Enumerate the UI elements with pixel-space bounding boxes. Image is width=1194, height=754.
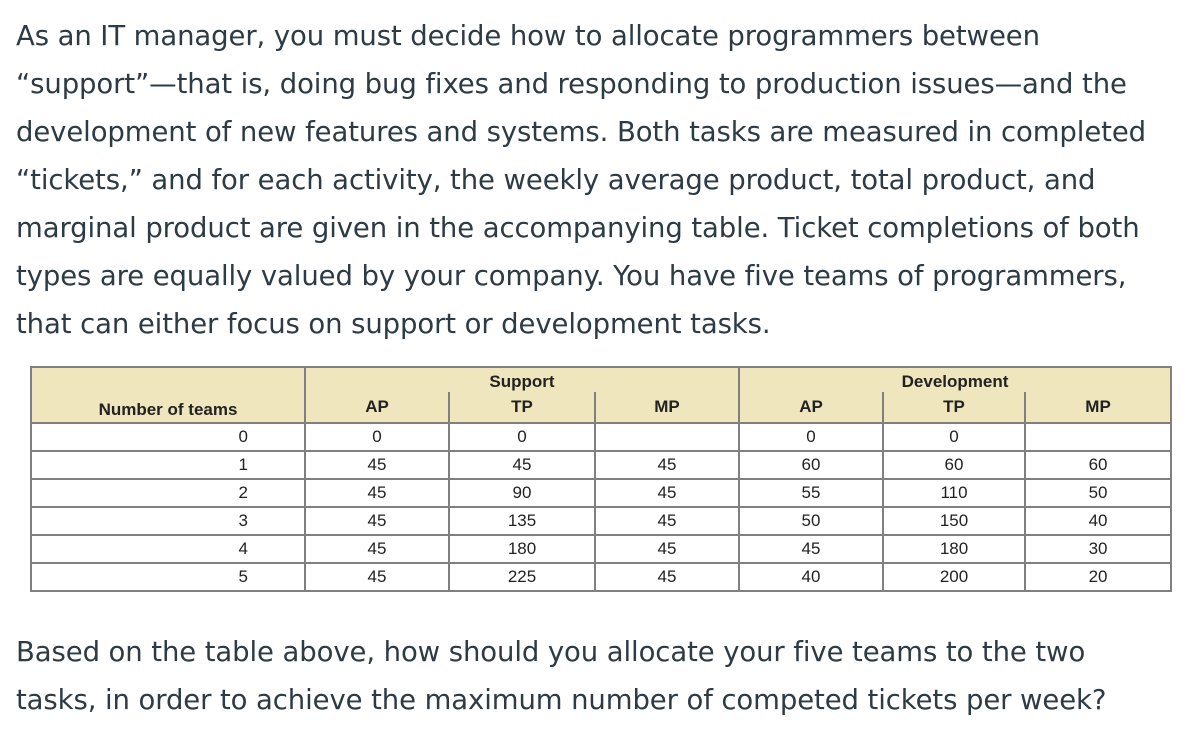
question-paragraph <box>16 628 1186 724</box>
support-ap-cell: 0 <box>305 423 449 451</box>
support-mp-cell: 45 <box>595 479 739 507</box>
support-ap-cell: 45 <box>305 535 449 563</box>
support-tp-cell: 225 <box>449 563 595 591</box>
support-ap-cell: 45 <box>305 451 449 479</box>
number-of-teams-header: Number of teams <box>31 392 305 423</box>
development-tp-cell: 200 <box>883 563 1025 591</box>
development-ap-cell: 45 <box>739 535 883 563</box>
support-mp-cell <box>595 423 739 451</box>
table-body <box>31 423 1171 591</box>
development-ap-header: AP <box>739 392 883 423</box>
intro-line: marginal product are given in the accompanying table. Ticket completions of both <box>16 212 1140 244</box>
support-ap-header: AP <box>305 392 449 423</box>
intro-line: As an IT manager, you must decide how to allocate programmers between <box>16 20 1040 52</box>
table-row <box>31 507 1171 535</box>
intro-line: “tickets,” and for each activity, the weekly average product, total product, and <box>16 164 1096 196</box>
teams-cell: 1 <box>31 451 305 479</box>
support-mp-cell: 45 <box>595 451 739 479</box>
development-group-header: Development <box>739 367 1171 392</box>
support-tp-cell: 0 <box>449 423 595 451</box>
intro-line: “support”—that is, doing bug fixes and responding to production issues—and the <box>16 68 1127 100</box>
teams-cell: 3 <box>31 507 305 535</box>
table-row <box>31 451 1171 479</box>
development-tp-cell: 180 <box>883 535 1025 563</box>
question-line: Based on the table above, how should you allocate your five teams to the two <box>16 636 1086 668</box>
development-ap-cell: 40 <box>739 563 883 591</box>
development-tp-cell: 60 <box>883 451 1025 479</box>
development-ap-cell: 60 <box>739 451 883 479</box>
support-tp-header: TP <box>449 392 595 423</box>
development-tp-cell: 150 <box>883 507 1025 535</box>
group-header-row <box>31 367 1171 392</box>
intro-line: development of new features and systems. Both tasks are measured in completed <box>16 116 1147 148</box>
teams-cell: 0 <box>31 423 305 451</box>
development-mp-header: MP <box>1025 392 1171 423</box>
table-row <box>31 535 1171 563</box>
development-tp-cell: 0 <box>883 423 1025 451</box>
intro-line: types are equally valued by your company. You have five teams of programmers, <box>16 260 1127 292</box>
development-tp-header: TP <box>883 392 1025 423</box>
support-tp-cell: 180 <box>449 535 595 563</box>
development-mp-cell: 30 <box>1025 535 1171 563</box>
production-table-container <box>30 366 1170 592</box>
intro-line: that can either focus on support or development tasks. <box>16 308 771 340</box>
development-mp-cell: 20 <box>1025 563 1171 591</box>
development-tp-cell: 110 <box>883 479 1025 507</box>
support-ap-cell: 45 <box>305 479 449 507</box>
development-ap-cell: 55 <box>739 479 883 507</box>
support-tp-cell: 135 <box>449 507 595 535</box>
table-row <box>31 563 1171 591</box>
development-mp-cell: 50 <box>1025 479 1171 507</box>
teams-cell: 5 <box>31 563 305 591</box>
header-blank <box>31 367 305 392</box>
support-tp-cell: 45 <box>449 451 595 479</box>
teams-cell: 4 <box>31 535 305 563</box>
development-ap-cell: 50 <box>739 507 883 535</box>
support-mp-header: MP <box>595 392 739 423</box>
support-mp-cell: 45 <box>595 563 739 591</box>
support-mp-cell: 45 <box>595 507 739 535</box>
support-group-header: Support <box>305 367 739 392</box>
development-mp-cell <box>1025 423 1171 451</box>
table-row <box>31 423 1171 451</box>
table-row <box>31 479 1171 507</box>
question-line: tasks, in order to achieve the maximum number of competed tickets per week? <box>16 684 1107 716</box>
intro-paragraph <box>16 12 1186 348</box>
teams-cell: 2 <box>31 479 305 507</box>
support-mp-cell: 45 <box>595 535 739 563</box>
development-ap-cell: 0 <box>739 423 883 451</box>
support-ap-cell: 45 <box>305 563 449 591</box>
production-table <box>30 366 1172 592</box>
support-tp-cell: 90 <box>449 479 595 507</box>
support-ap-cell: 45 <box>305 507 449 535</box>
development-mp-cell: 60 <box>1025 451 1171 479</box>
development-mp-cell: 40 <box>1025 507 1171 535</box>
column-header-row <box>31 392 1171 423</box>
